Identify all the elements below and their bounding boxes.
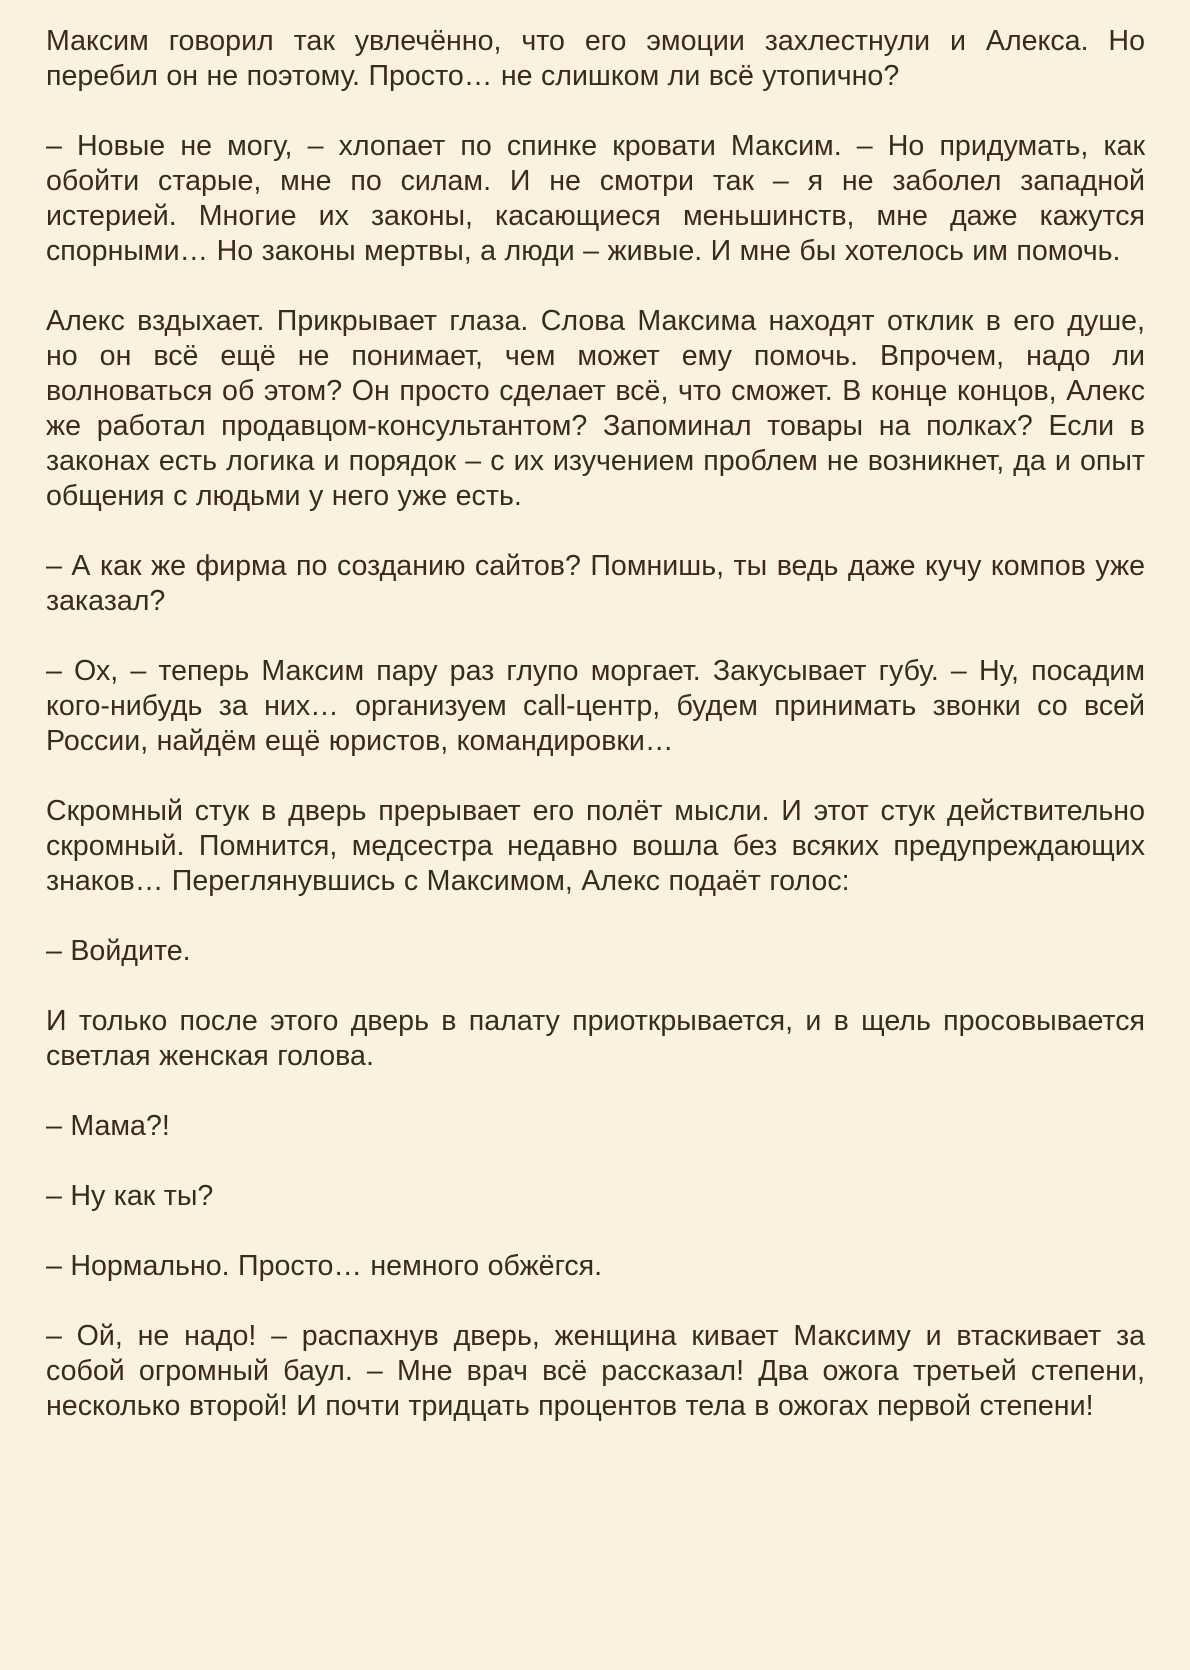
paragraph: Скромный стук в дверь прерывает его полёт мысли. И этот стук действительно скромный. Помнится, медсестра недавно вошла без всяких предупреждающих знаков… Переглянувшись с Максимом, Алекс подаёт голос: <box>46 795 1145 897</box>
paragraph: – Новые не могу, – хлопает по спинке кровати Максим. – Но придумать, как обойти старые, мне по силам. И не смотри так – я не заболел западной истерией. Многие их законы, касающиеся меньшинств, мне даже кажутся спорными… Но законы мертвы, а люди – живые. И мне бы хотелось им помочь. <box>46 130 1145 267</box>
paragraph: – Ой, не надо! – распахнув дверь, женщина кивает Максиму и втаскивает за собой огромный баул. – Мне врач всё рассказал! Два ожога третьей степени, несколько второй! И почти тридцать процентов тела в ожогах первой степени! <box>46 1320 1145 1422</box>
document-page <box>46 24 1145 1424</box>
paragraph: И только после этого дверь в палату приоткрывается, и в щель просовывается светлая женская голова. <box>46 1005 1145 1072</box>
paragraph: – Ну как ты? <box>46 1180 214 1212</box>
paragraph: – Нормально. Просто… немного обжёгся. <box>46 1250 603 1282</box>
paragraph: Алекс вздыхает. Прикрывает глаза. Слова Максима находят отклик в его душе, но он всё ещё не понимает, чем может ему помочь. Впрочем, надо ли волноваться об этом? Он просто сделает всё, что сможет. В конце концов, Алекс же работал продавцом-консультантом? Запоминал товары на полках? Если в законах есть логика и порядок – с их изучением проблем не возникнет, да и опыт общения с людьми у него уже есть. <box>46 305 1145 512</box>
paragraph: – Ох, – теперь Максим пару раз глупо моргает. Закусывает губу. – Ну, посадим кого-нибудь за них… организуем call-центр, будем принимать звонки со всей России, найдём ещё юристов, командировки… <box>46 655 1145 757</box>
paragraph: – А как же фирма по созданию сайтов? Помнишь, ты ведь даже кучу компов уже заказал? <box>46 550 1145 617</box>
paragraph: Максим говорил так увлечённо, что его эмоции захлестнули и Алекса. Но перебил он не поэтому. Просто… не слишком ли всё утопично? <box>46 25 1145 92</box>
paragraph: – Войдите. <box>46 935 191 967</box>
paragraph: – Мама?! <box>46 1110 170 1142</box>
